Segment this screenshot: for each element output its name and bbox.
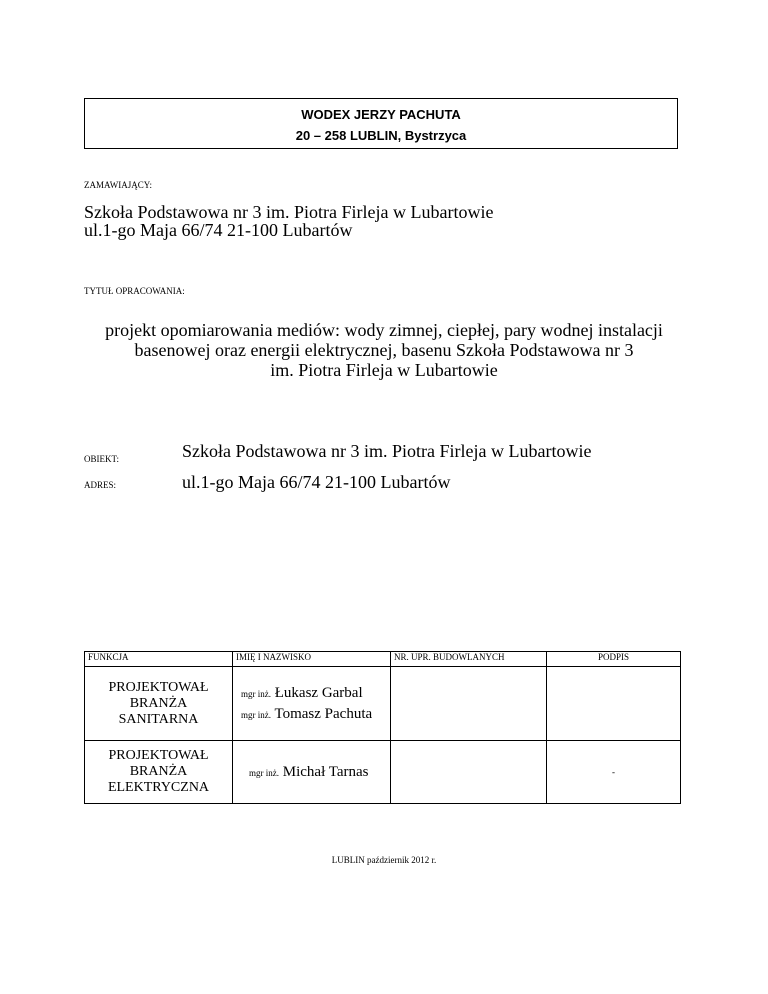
client-address: ul.1-go Maja 66/74 21-100 Lubartów: [84, 220, 353, 240]
name-cell: [233, 667, 391, 741]
title-prefix: mgr inż.: [249, 767, 279, 778]
title-prefix: mgr inż.: [241, 688, 271, 699]
function-line: ELEKTRYCZNA: [107, 780, 210, 795]
address-value: ul.1-go Maja 66/74 21-100 Lubartów: [182, 472, 451, 492]
title-line-3: im. Piotra Firleja w Lubartowie: [270, 360, 498, 380]
footer-place-date: LUBLIN październik 2012 r.: [331, 855, 437, 865]
title-prefix: mgr inż.: [241, 709, 271, 720]
license-cell: [391, 741, 547, 804]
object-label: OBIEKT:: [84, 454, 120, 464]
designer-entry: [241, 704, 390, 725]
title-line-2: basenowej oraz energii elektrycznej, basenu Szkoła Podstawowa nr 3: [134, 340, 634, 360]
signature-cell: [547, 667, 681, 741]
function-line: SANITARNA: [118, 711, 199, 727]
table-row: [85, 741, 681, 804]
function-cell: [85, 741, 233, 804]
table-row: [85, 667, 681, 741]
header-function: FUNKCJA: [85, 652, 233, 667]
function-cell: [85, 667, 233, 741]
client-label: ZAMAWIAJĄCY:: [84, 180, 152, 190]
name-cell: [233, 741, 391, 804]
client-name: Szkoła Podstawowa nr 3 im. Piotra Firleja w Lubartowie: [84, 202, 494, 222]
address-label: ADRES:: [84, 480, 117, 490]
function-line: BRANŻA: [129, 695, 188, 711]
license-cell: [391, 667, 547, 741]
header-signature: PODPIS: [547, 652, 681, 667]
document-title: [84, 320, 684, 380]
signature-cell: -: [547, 741, 681, 804]
header-box: [84, 98, 678, 149]
signature-table: [84, 651, 681, 804]
title-label: TYTUŁ OPRACOWANIA:: [84, 286, 185, 296]
designer-name: Łukasz Garbal: [274, 684, 363, 701]
designer-name: Michał Tarnas: [282, 763, 369, 780]
header-license: NR. UPR. BUDOWLANYCH: [391, 652, 547, 667]
designer-name: Tomasz Pachuta: [274, 705, 373, 722]
function-line: PROJEKTOWAŁ: [108, 748, 209, 763]
company-name: WODEX JERZY PACHUTA: [301, 107, 461, 122]
header-name: IMIĘ I NAZWISKO: [233, 652, 391, 667]
object-value: Szkoła Podstawowa nr 3 im. Piotra Firleja w Lubartowie: [182, 441, 592, 461]
table-header-row: [85, 652, 681, 667]
function-line: PROJEKTOWAŁ: [108, 679, 209, 695]
company-address: 20 – 258 LUBLIN, Bystrzyca: [295, 128, 467, 143]
function-line: BRANŻA: [129, 764, 188, 779]
designer-entry: [241, 683, 390, 704]
title-line-1: projekt opomiarowania mediów: wody zimnej, ciepłej, pary wodnej instalacji: [105, 320, 663, 340]
